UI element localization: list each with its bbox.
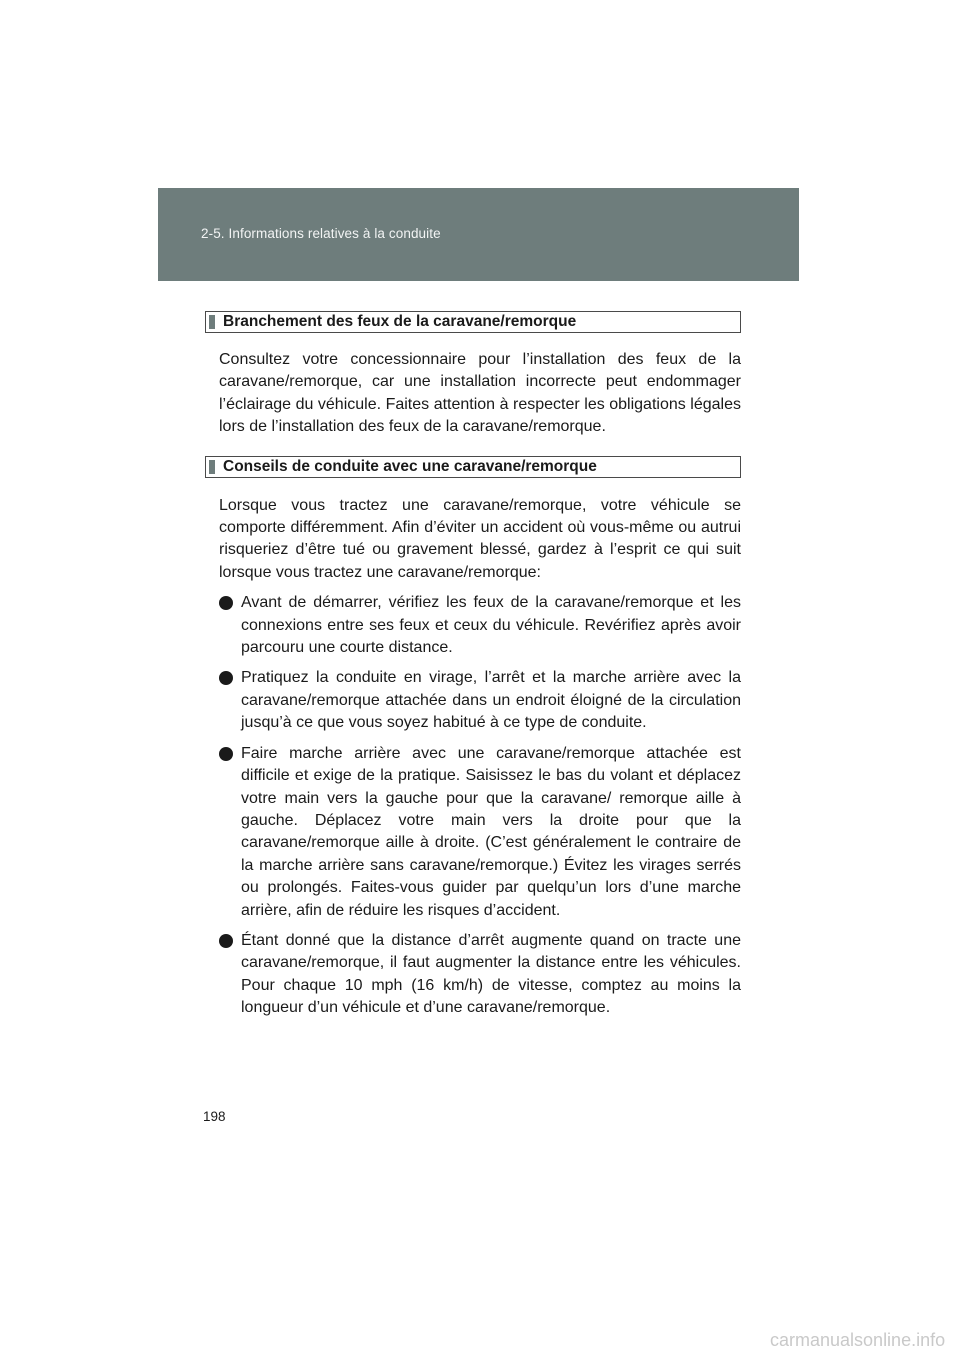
bullet-dot-icon xyxy=(219,747,233,761)
section-title: 2-5. Informations relatives à la conduite xyxy=(201,226,441,241)
list-item xyxy=(219,930,741,1020)
bullet-dot-icon xyxy=(219,596,233,610)
bullet-dot-icon xyxy=(219,671,233,685)
list-item xyxy=(219,743,741,922)
list-item xyxy=(219,667,741,734)
driving-tips-list xyxy=(205,592,741,1019)
page-content xyxy=(205,311,741,1028)
list-item-text: Pratiquez la conduite en virage, l’arrêt et la marche arrière avec la caravane/remorque attachée dans un endroit éloigné de la circulation jusqu’à ce que vous soyez habitué à ce type de conduite. xyxy=(241,669,741,732)
chapter-header-band xyxy=(158,188,799,281)
trailer-lights-paragraph: Consultez votre concessionnaire pour l’installation des feux de la caravane/remorque, car une installation incorrecte peut endommager l’éclairage du véhicule. Faites attention à respecter les obligations légales lors de l’installation des feux de la caravane/remorque. xyxy=(219,351,741,436)
list-item-text: Avant de démarrer, vérifiez les feux de la caravane/remorque et les connexions entre ses feux et ceux du véhicule. Revérifiez après avoir parcouru une courte distance. xyxy=(241,594,741,657)
page-number: 198 xyxy=(203,1109,226,1124)
list-item-text: Étant donné que la distance d’arrêt augmente quand on tracte une caravane/remorque, il faut augmenter la distance entre les véhicules. Pour chaque 10 mph (16 km/h) de vitesse, comptez au moins la longueur d’un véhicule et d’une caravane/remorque. xyxy=(241,931,741,1017)
watermark: carmanualsonline.info xyxy=(770,1330,946,1350)
section-heading-trailer-lights: Branchement des feux de la caravane/remorque xyxy=(205,311,741,333)
list-item xyxy=(219,592,741,659)
driving-tips-intro-paragraph: Lorsque vous tractez une caravane/remorque, votre véhicule se comporte différemment. Afin d’éviter un accident où vous-même ou autrui risqueriez d’être tué ou gravement blessé, gardez à l’esprit ce qui suit lorsque vous tractez une caravane/remorque: xyxy=(219,496,741,581)
section-heading-driving-tips: Conseils de conduite avec une caravane/remorque xyxy=(205,456,741,478)
bullet-dot-icon xyxy=(219,934,233,948)
list-item-text: Faire marche arrière avec une caravane/remorque attachée est difficile et exige de la pratique. Saisissez le bas du volant et déplacez votre main vers la gauche pour que la caravane/ remorque aille à gauche. Déplacez votre main vers la droite pour que la caravane/remorque aille à droite. (C’est généralement le contraire de la marche arrière sans caravane/remorque.) Évitez les virages serrés ou prolongés. Faites-vous guider par quelqu’un lors d’une marche arrière, afin de réduire les risques d’accident. xyxy=(241,744,741,919)
